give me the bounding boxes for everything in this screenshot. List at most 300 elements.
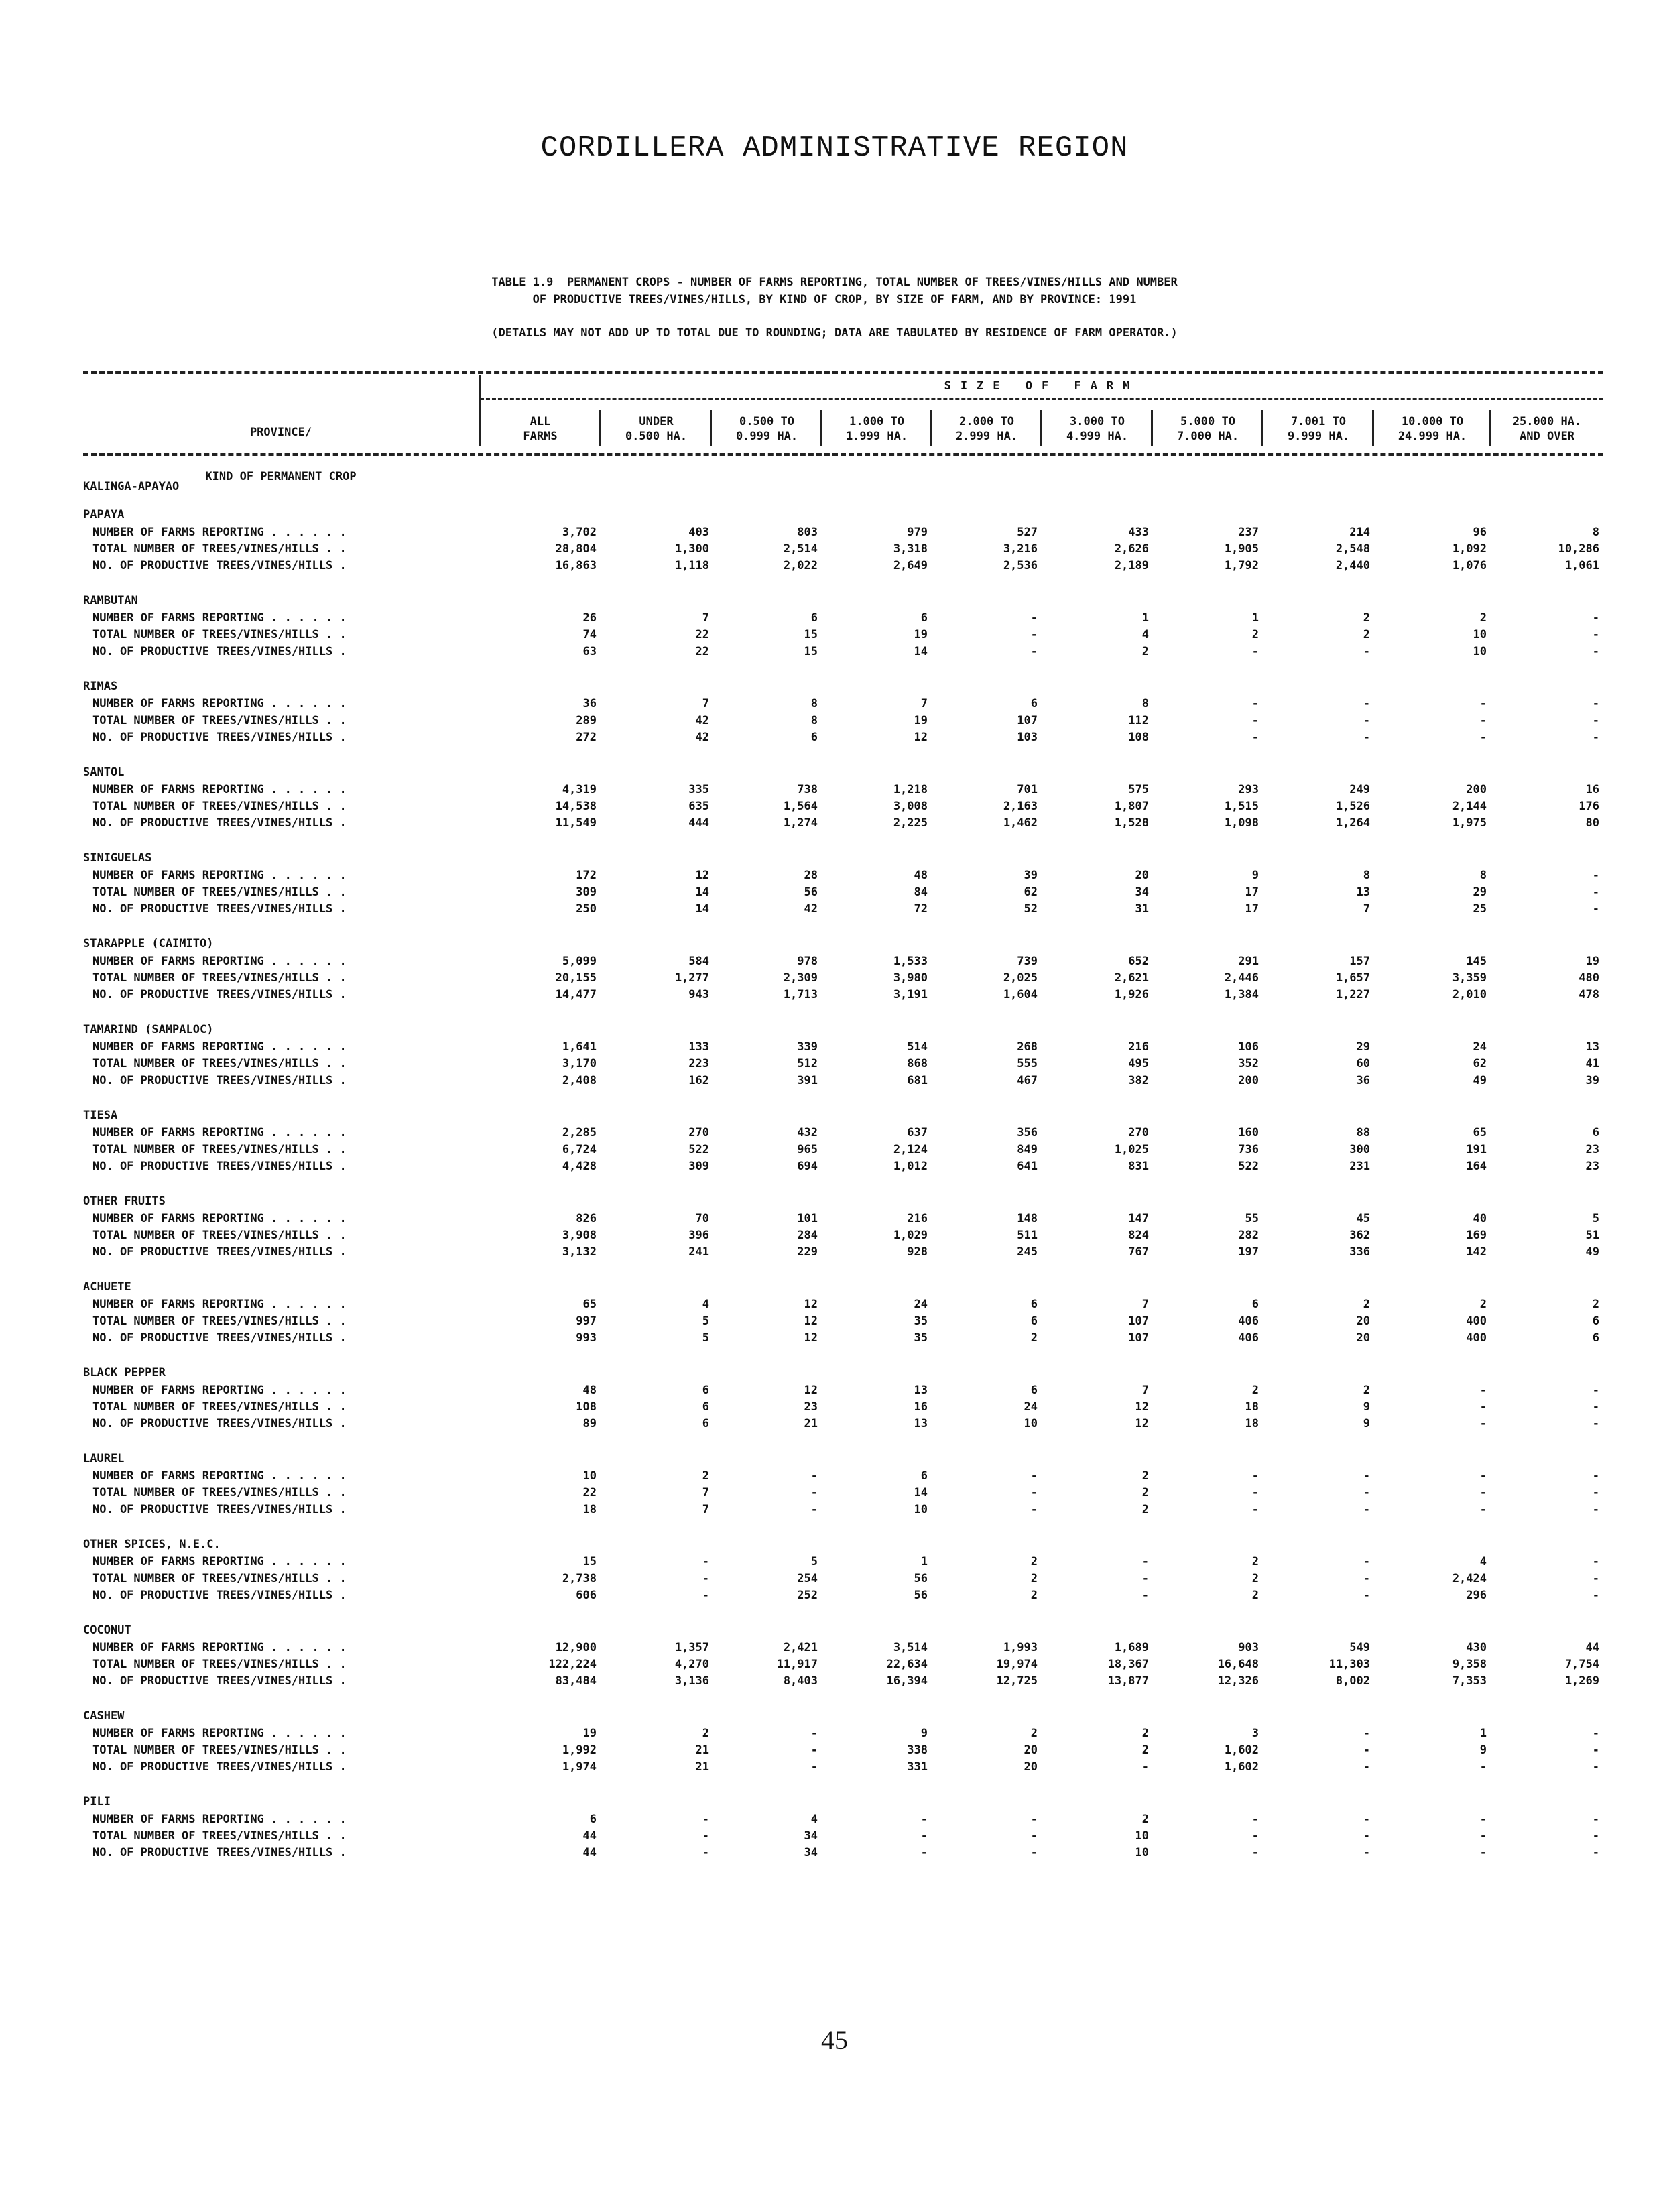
table-cell: 9 [920,1727,928,1740]
table-cell: 6 [920,1469,928,1483]
table-cell: 2,738 [562,1572,597,1585]
table-cell: 584 [688,955,709,968]
table-cell: 965 [797,1143,818,1156]
table-row [83,1641,1603,1658]
table-cell: - [1251,645,1259,658]
table-cell: 14,477 [555,988,597,1001]
table-cell: 8 [810,697,818,711]
table-cell: 74 [582,628,597,641]
table-cell: 62 [1024,885,1038,899]
table-cell: 430 [1466,1641,1487,1654]
table-cell: 16 [914,1400,928,1414]
table-cell: 1,025 [1114,1143,1149,1156]
row-label: NUMBER OF FARMS REPORTING . . . . . . [92,1727,347,1740]
row-label: TOTAL NUMBER OF TREES/VINES/HILLS . . [92,714,347,727]
table-cell: - [1030,1829,1038,1843]
table-cell: - [1592,714,1599,727]
column-header-line-1: 0.500 TO [739,415,794,428]
table-cell: 3,132 [562,1245,597,1259]
table-row [83,955,1603,972]
table-cell: - [1141,1760,1149,1774]
table-cell: 270 [688,1126,709,1140]
table-cell: 51 [1585,1229,1599,1242]
table-cell: 147 [1128,1212,1149,1225]
table-cell: - [1592,1846,1599,1859]
table-cell: 403 [688,526,709,539]
table-cell: 24 [914,1298,928,1311]
table-cell: - [1592,628,1599,641]
column-divider [1151,410,1153,446]
row-label: TOTAL NUMBER OF TREES/VINES/HILLS . . [92,542,347,556]
table-cell: 96 [1473,526,1487,539]
row-label: NUMBER OF FARMS REPORTING . . . . . . [92,697,347,711]
table-cell: 6 [702,1417,709,1430]
table-cell: 4 [1141,628,1149,641]
table-cell: 2 [1363,611,1370,625]
table-cell: 1,264 [1335,816,1370,830]
table-cell: 56 [914,1589,928,1602]
table-cell: 12,326 [1217,1674,1259,1688]
crop-name: PILI [83,1795,111,1808]
table-cell: - [1592,645,1599,658]
table-cell: 7,754 [1564,1658,1599,1671]
table-cell: 362 [1349,1229,1370,1242]
table-cell: 1,384 [1224,988,1259,1001]
table-cell: 88 [1356,1126,1370,1140]
table-cell: - [1592,1469,1599,1483]
crop-name: RAMBUTAN [83,594,138,607]
table-cell: - [920,1829,928,1843]
row-label: NUMBER OF FARMS REPORTING . . . . . . [92,1040,347,1054]
column-header [822,414,932,444]
table-cell: 44 [582,1829,597,1843]
table-cell: 1 [1141,611,1149,625]
table-cell: - [1592,1486,1599,1499]
table-cell: 10 [1473,645,1487,658]
table-cell: 2 [1141,1743,1149,1757]
table-cell: 5 [702,1314,709,1328]
table-cell: 216 [1128,1040,1149,1054]
table-cell: - [702,1572,709,1585]
table-cell: 1,076 [1452,559,1487,572]
table-cell: - [1141,1589,1149,1602]
table-cell: 652 [1128,955,1149,968]
table-cell: 2,446 [1224,971,1259,985]
table-cell: 514 [907,1040,928,1054]
table-cell: 480 [1579,971,1599,985]
page-number: 45 [821,2025,848,2055]
table-cell: 214 [1349,526,1370,539]
table-cell: 8 [1479,869,1487,882]
table-cell: 29 [1356,1040,1370,1054]
crop-name: PAPAYA [83,508,125,521]
table-cell: 26 [582,611,597,625]
table-cell: 6 [702,1400,709,1414]
stub-header-line-2: KIND OF PERMANENT CROP [205,470,357,483]
row-label: TOTAL NUMBER OF TREES/VINES/HILLS . . [92,1743,347,1757]
row-label: TOTAL NUMBER OF TREES/VINES/HILLS . . [92,1572,347,1585]
size-of-farm-header: SIZE OF FARM [944,379,1139,393]
table-cell: 84 [914,885,928,899]
table-cell: 300 [1349,1143,1370,1156]
table-row [83,902,1603,920]
table-cell: 49 [1585,1245,1599,1259]
table-cell: 2 [1030,1331,1038,1345]
table-cell: 6 [1592,1331,1599,1345]
column-header-line-2: 4.999 HA. [1066,430,1129,443]
table-cell: 19 [1585,955,1599,968]
table-cell: 12 [804,1384,818,1397]
table-cell: 12,900 [555,1641,597,1654]
table-cell: 6 [1251,1298,1259,1311]
table-cell: - [1251,1846,1259,1859]
table-cell: - [1479,714,1487,727]
table-row [83,1212,1603,1229]
table-cell: 824 [1128,1229,1149,1242]
table-cell: 1,657 [1335,971,1370,985]
table-row [83,1743,1603,1761]
table-cell: 406 [1238,1314,1259,1328]
table-cell: 432 [797,1126,818,1140]
table-cell: 7 [1141,1298,1149,1311]
table-cell: 34 [804,1846,818,1859]
table-row [83,1727,1603,1744]
column-header-line-2: 2.999 HA. [955,430,1018,443]
table-cell: 1,713 [783,988,818,1001]
table-cell: - [1030,611,1038,625]
table-cell: 44 [582,1846,597,1859]
table-row [83,1829,1603,1847]
table-cell: 549 [1349,1641,1370,1654]
table-cell: 3,008 [893,800,928,813]
column-header [1263,414,1374,444]
table-cell: 309 [688,1160,709,1173]
table-cell: 339 [797,1040,818,1054]
row-label: NO. OF PRODUCTIVE TREES/VINES/HILLS . [92,1846,347,1859]
row-label: TOTAL NUMBER OF TREES/VINES/HILLS . . [92,971,347,985]
row-label: NO. OF PRODUCTIVE TREES/VINES/HILLS . [92,1074,347,1087]
table-cell: 2 [1251,1572,1259,1585]
table-cell: 767 [1128,1245,1149,1259]
table-cell: 162 [688,1074,709,1087]
table-cell: 15 [804,645,818,658]
table-cell: 8 [810,714,818,727]
table-cell: - [1363,1812,1370,1826]
table-cell: 522 [1238,1160,1259,1173]
row-label: NO. OF PRODUCTIVE TREES/VINES/HILLS . [92,731,347,744]
table-cell: - [920,1846,928,1859]
table-cell: 7 [1141,1384,1149,1397]
table-cell: 8,403 [783,1674,818,1688]
column-header-line-1: 7.001 TO [1291,415,1346,428]
table-row [83,783,1603,800]
column-header [932,414,1042,444]
table-cell: 12,725 [996,1674,1038,1688]
table-cell: 1,029 [893,1229,928,1242]
table-cell: 24 [1024,1400,1038,1414]
table-row [83,800,1603,817]
table-cell: 6 [1592,1314,1599,1328]
table-cell: 18,367 [1107,1658,1149,1671]
table-cell: 231 [1349,1160,1370,1173]
table-cell: 108 [576,1400,597,1414]
row-label: NO. OF PRODUCTIVE TREES/VINES/HILLS . [92,1160,347,1173]
table-cell: 289 [576,714,597,727]
table-cell: 8,002 [1335,1674,1370,1688]
table-row [83,1126,1603,1144]
table-cell: 1,926 [1114,988,1149,1001]
table-cell: 6 [1592,1126,1599,1140]
row-label: TOTAL NUMBER OF TREES/VINES/HILLS . . [92,1143,347,1156]
table-cell: 20 [1356,1314,1370,1328]
table-cell: 42 [804,902,818,916]
table-cell: 2 [1141,1727,1149,1740]
table-cell: - [1592,1384,1599,1397]
table-cell: 176 [1579,800,1599,813]
table-cell: - [1030,628,1038,641]
table-cell: 1,274 [783,816,818,830]
table-cell: 23 [1585,1143,1599,1156]
table-cell: 1,604 [1003,988,1038,1001]
table-cell: 1 [920,1555,928,1569]
table-cell: 13 [1356,885,1370,899]
table-cell: - [1479,1503,1487,1516]
table-cell: 12 [1135,1417,1149,1430]
table-cell: 635 [688,800,709,813]
table-cell: 335 [688,783,709,796]
table-cell: 6 [810,731,818,744]
table-cell: 2 [1030,1589,1038,1602]
table-cell: 1,905 [1224,542,1259,556]
column-header-line-1: UNDER [639,415,674,428]
row-label: NUMBER OF FARMS REPORTING . . . . . . [92,1126,347,1140]
table-cell: - [1592,731,1599,744]
row-label: NO. OF PRODUCTIVE TREES/VINES/HILLS . [92,1674,347,1688]
table-cell: 10,286 [1558,542,1599,556]
table-cell: 24 [1473,1040,1487,1054]
table-cell: 637 [907,1126,928,1140]
table-cell: 4 [810,1812,818,1826]
table-cell: 133 [688,1040,709,1054]
table-cell: 7 [702,1486,709,1499]
table-cell: 10 [1135,1829,1149,1843]
table-cell: 7 [702,697,709,711]
row-label: NO. OF PRODUCTIVE TREES/VINES/HILLS . [92,1503,347,1516]
table-cell: - [1363,1829,1370,1843]
table-cell: 1,092 [1452,542,1487,556]
row-label: NO. OF PRODUCTIVE TREES/VINES/HILLS . [92,559,347,572]
table-cell: 55 [1245,1212,1259,1225]
column-header [1374,414,1491,444]
table-cell: 2,536 [1003,559,1038,572]
table-cell: - [702,1829,709,1843]
table-cell: 29 [1473,885,1487,899]
table-cell: 282 [1238,1229,1259,1242]
row-label: NUMBER OF FARMS REPORTING . . . . . . [92,1384,347,1397]
table-cell: 28,804 [555,542,597,556]
table-row [83,1812,1603,1830]
table-cell: - [1592,1400,1599,1414]
table-cell: 396 [688,1229,709,1242]
row-label: NO. OF PRODUCTIVE TREES/VINES/HILLS . [92,1417,347,1430]
table-row [83,1469,1603,1487]
table-cell: 191 [1466,1143,1487,1156]
table-row [83,1245,1603,1263]
table-cell: 122,224 [548,1658,597,1671]
table-cell: 107 [1128,1331,1149,1345]
table-cell: 826 [576,1212,597,1225]
table-cell: 164 [1466,1160,1487,1173]
table-cell: 19 [914,628,928,641]
table-cell: 34 [1135,885,1149,899]
table-cell: 65 [582,1298,597,1311]
table-cell: 145 [1466,955,1487,968]
table-cell: 3,170 [562,1057,597,1070]
table-cell: 291 [1238,955,1259,968]
table-cell: 2 [1141,1469,1149,1483]
table-cell: - [810,1743,818,1757]
table-cell: 48 [582,1384,597,1397]
row-label: NUMBER OF FARMS REPORTING . . . . . . [92,955,347,968]
table-cell: - [920,1812,928,1826]
column-divider [930,410,932,446]
table-cell: 2 [1030,1727,1038,1740]
column-divider [1489,410,1491,446]
table-cell: 467 [1017,1074,1038,1087]
table-cell: 60 [1356,1057,1370,1070]
column-header-line-2: 0.999 HA. [735,430,798,443]
crop-name: OTHER SPICES, N.E.C. [83,1538,221,1551]
table-cell: 5,099 [562,955,597,968]
table-row [83,1384,1603,1401]
table-cell: 216 [907,1212,928,1225]
table-cell: 14 [914,1486,928,1499]
table-row [83,1400,1603,1418]
table-cell: 903 [1238,1641,1259,1654]
column-divider [1261,410,1263,446]
table-cell: 9 [1251,869,1259,882]
table-cell: 868 [907,1057,928,1070]
table-cell: 35 [914,1331,928,1345]
table-cell: - [1592,885,1599,899]
table-row [83,1160,1603,1177]
table-cell: - [1479,1760,1487,1774]
table-cell: 2,124 [893,1143,928,1156]
table-cell: - [1363,1589,1370,1602]
crop-name: COCONUT [83,1623,131,1637]
table-cell: 336 [1349,1245,1370,1259]
table-cell: 1,118 [674,559,709,572]
row-label: NUMBER OF FARMS REPORTING . . . . . . [92,783,347,796]
table-cell: 1,975 [1452,816,1487,830]
table-cell: 11,303 [1328,1658,1370,1671]
table-cell: 10 [914,1503,928,1516]
column-header-line-2: 0.500 HA. [625,430,688,443]
table-row [83,1074,1603,1091]
table-cell: 22 [582,1486,597,1499]
table-cell: 28 [804,869,818,882]
table-cell: 2 [1030,1572,1038,1585]
table-cell: 103 [1017,731,1038,744]
table-row [83,559,1603,576]
row-label: NUMBER OF FARMS REPORTING . . . . . . [92,1555,347,1569]
table-cell: 11,549 [555,816,597,830]
crop-name: CASHEW [83,1709,125,1723]
table-cell: - [1479,731,1487,744]
row-label: NO. OF PRODUCTIVE TREES/VINES/HILLS . [92,645,347,658]
row-label: NUMBER OF FARMS REPORTING . . . . . . [92,526,347,539]
table-cell: 2,225 [893,816,928,830]
table-cell: 2,649 [893,559,928,572]
table-cell: 45 [1356,1212,1370,1225]
table-cell: 3,908 [562,1229,597,1242]
table-cell: 18 [1245,1400,1259,1414]
table-cell: 1,462 [1003,816,1038,830]
column-header-line-2: AND OVER [1520,430,1574,443]
table-cell: 254 [797,1572,818,1585]
table-row [83,1503,1603,1520]
table-cell: 8 [1363,869,1370,882]
table-cell: 223 [688,1057,709,1070]
table-cell: 5 [1592,1212,1599,1225]
crop-name: STARAPPLE (CAIMITO) [83,937,214,950]
table-cell: 2,621 [1114,971,1149,985]
table-cell: - [1251,1812,1259,1826]
table-cell: 6 [810,611,818,625]
table-cell: - [1030,1486,1038,1499]
table-cell: 6 [920,611,928,625]
table-row [83,1298,1603,1315]
table-cell: 2,548 [1335,542,1370,556]
table-cell: 245 [1017,1245,1038,1259]
table-cell: 197 [1238,1245,1259,1259]
table-cell: 4,270 [674,1658,709,1671]
table-row [83,869,1603,886]
table-cell: 19 [582,1727,597,1740]
table-cell: - [1030,1846,1038,1859]
table-cell: 512 [797,1057,818,1070]
table-cell: 11,917 [776,1658,818,1671]
table-cell: 738 [797,783,818,796]
table-cell: 3,514 [893,1641,928,1654]
table-row [83,1555,1603,1573]
row-label: NO. OF PRODUCTIVE TREES/VINES/HILLS . [92,902,347,916]
table-cell: 3,191 [893,988,928,1001]
table-cell: 14,538 [555,800,597,813]
table-cell: 1,515 [1224,800,1259,813]
table-cell: 10 [582,1469,597,1483]
table-cell: 31 [1135,902,1149,916]
row-label: NUMBER OF FARMS REPORTING . . . . . . [92,1469,347,1483]
table-cell: 2,424 [1452,1572,1487,1585]
table-cell: 1,357 [674,1641,709,1654]
row-label: NO. OF PRODUCTIVE TREES/VINES/HILLS . [92,1245,347,1259]
table-cell: 2,163 [1003,800,1038,813]
table-cell: 1,689 [1114,1641,1149,1654]
table-cell: 20 [1135,869,1149,882]
table-cell: 1,218 [893,783,928,796]
table-cell: 172 [576,869,597,882]
table-cell: - [1592,1812,1599,1826]
table-cell: 6 [1030,1314,1038,1328]
table-cell: 3,318 [893,542,928,556]
table-cell: 2 [1251,628,1259,641]
table-row [83,1417,1603,1434]
table-cell: 2,025 [1003,971,1038,985]
table-cell: 331 [907,1760,928,1774]
table-cell: 444 [688,816,709,830]
table-cell: 148 [1017,1212,1038,1225]
